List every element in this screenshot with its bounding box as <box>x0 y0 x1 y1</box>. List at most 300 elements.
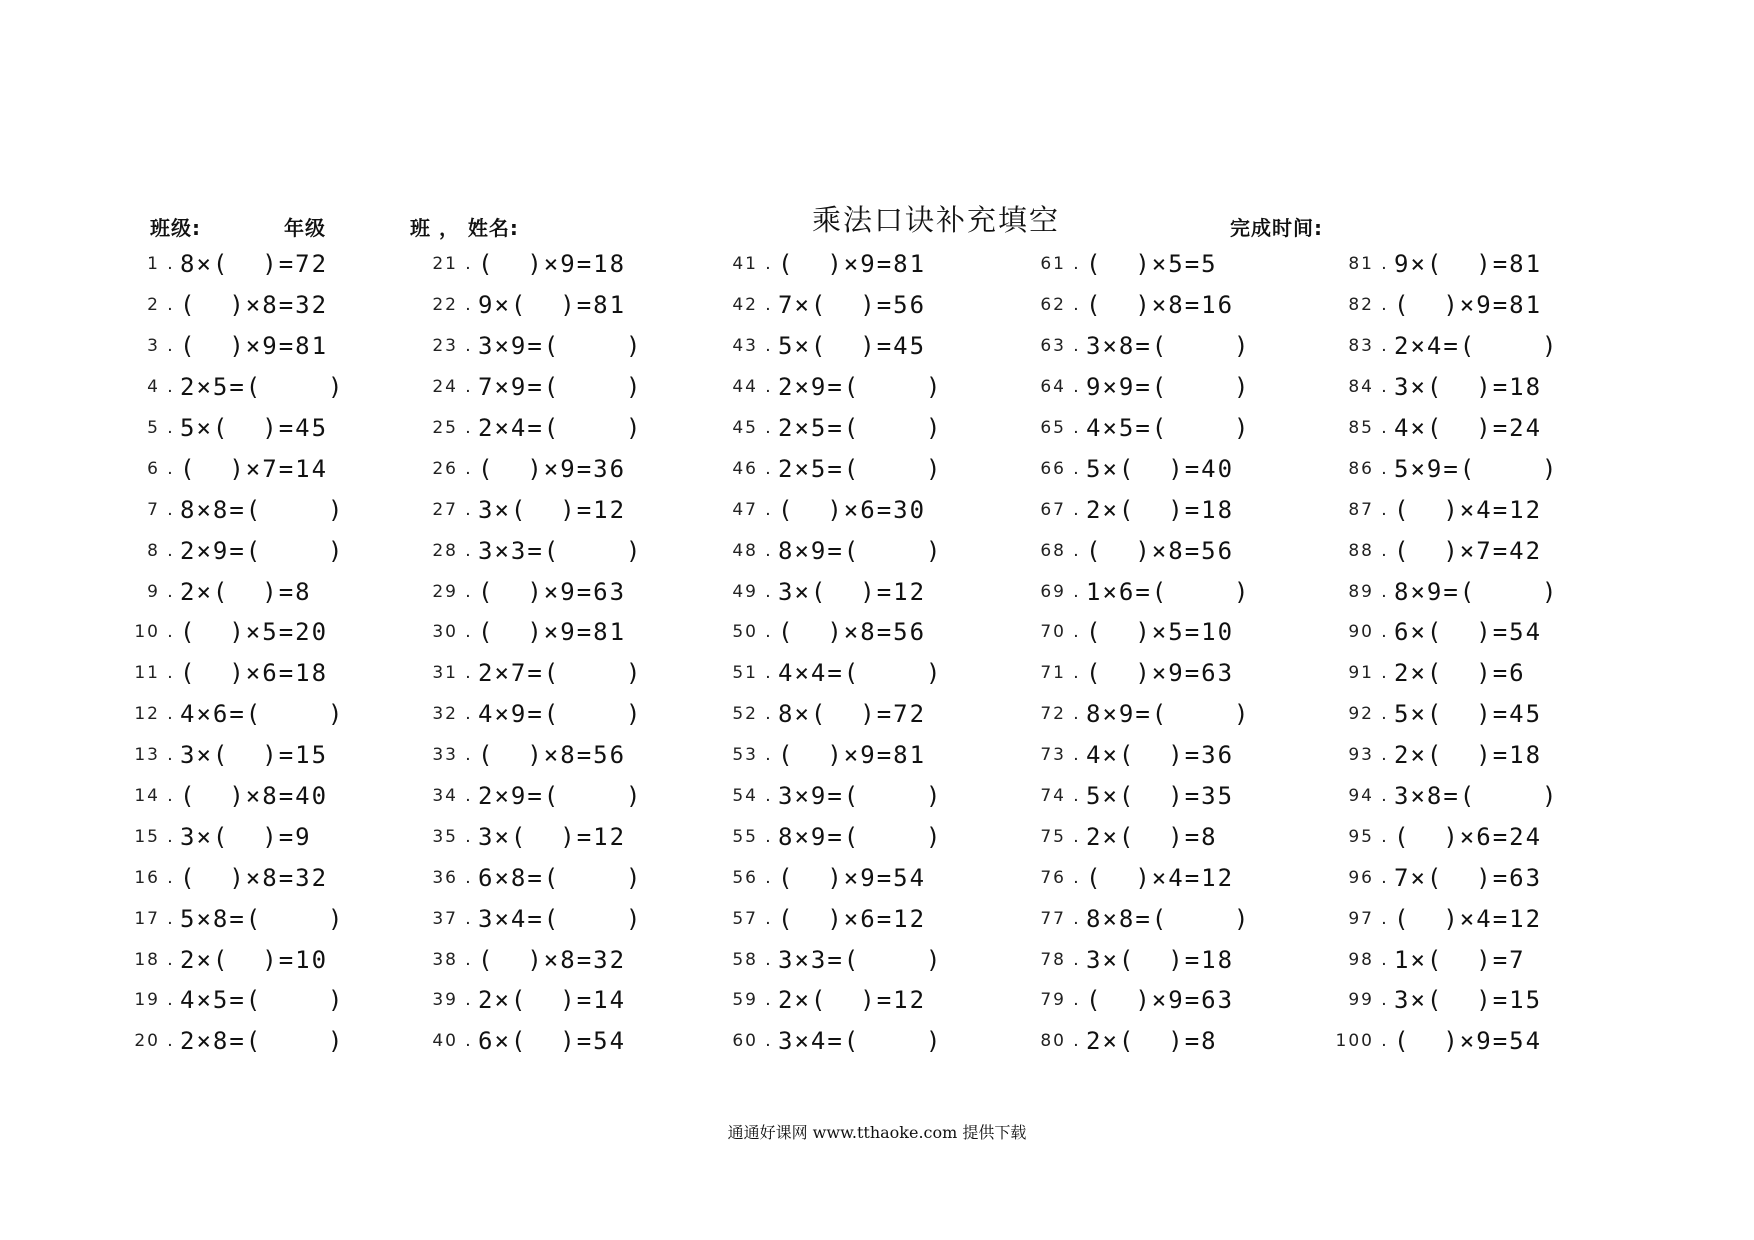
problem-row <box>1006 1021 1306 1062</box>
number-separator: . <box>765 377 771 398</box>
number-separator: . <box>765 336 771 357</box>
problem-expression: ( )×6=12 <box>778 904 927 933</box>
problem-row <box>398 653 698 694</box>
problem-row <box>398 612 698 653</box>
number-separator: . <box>765 949 771 970</box>
problem-row <box>1314 980 1614 1021</box>
problem-number: 26 <box>432 458 458 479</box>
problem-number: 52 <box>732 704 758 725</box>
problem-expression: ( )×9=63 <box>1086 986 1235 1015</box>
problem-row <box>100 489 400 530</box>
number-separator: . <box>167 826 173 847</box>
problem-row <box>1006 408 1306 449</box>
problem-row <box>398 1021 698 1062</box>
problem-number: 42 <box>732 295 758 316</box>
problem-row <box>100 1021 400 1062</box>
number-separator: . <box>465 295 471 316</box>
problem-expression: 5×( )=45 <box>180 414 329 442</box>
problem-expression: 3×( )=18 <box>1086 945 1235 974</box>
problem-number: 16 <box>134 867 160 888</box>
problem-expression: ( )×9=18 <box>478 250 627 279</box>
problem-row <box>1314 612 1614 653</box>
problem-expression: ( )×5=5 <box>1086 250 1218 279</box>
number-separator: . <box>465 786 471 807</box>
grade-label: 年级 <box>284 216 326 240</box>
number-separator: . <box>765 458 771 479</box>
number-separator: . <box>167 990 173 1011</box>
problem-row <box>398 285 698 326</box>
number-separator: . <box>1381 786 1387 807</box>
number-separator: . <box>765 908 771 929</box>
problem-number: 19 <box>134 990 160 1011</box>
number-separator: . <box>1381 663 1387 684</box>
problem-expression: 2×( )=8 <box>1086 822 1218 851</box>
problem-expression: 2×( )=14 <box>478 986 627 1015</box>
number-separator: . <box>765 867 771 888</box>
number-separator: . <box>167 949 173 970</box>
number-separator: . <box>465 254 471 275</box>
number-separator: . <box>1073 786 1079 807</box>
number-separator: . <box>1073 908 1079 929</box>
problem-expression: 4×5=( ) <box>180 986 345 1015</box>
problem-expression: 2×( )=6 <box>1394 659 1526 688</box>
problem-row <box>1314 489 1614 530</box>
problem-number: 76 <box>1040 867 1066 888</box>
problem-expression: ( )×9=63 <box>1086 659 1235 688</box>
problem-row <box>698 776 998 817</box>
number-separator: . <box>1073 377 1079 398</box>
number-separator: . <box>1073 663 1079 684</box>
problem-number: 45 <box>732 418 758 438</box>
problem-expression: 3×( )=15 <box>1394 986 1543 1015</box>
problem-number: 41 <box>732 254 758 275</box>
number-separator: . <box>1073 540 1079 561</box>
problem-number: 9 <box>147 581 160 602</box>
problem-number: 11 <box>134 663 160 684</box>
number-separator: . <box>1381 826 1387 847</box>
number-separator: . <box>765 540 771 561</box>
number-separator: . <box>465 418 471 438</box>
number-separator: . <box>167 867 173 888</box>
number-separator: . <box>1073 295 1079 316</box>
problem-number: 97 <box>1348 908 1374 929</box>
problem-expression: 3×4=( ) <box>778 1027 943 1056</box>
problem-expression: 3×3=( ) <box>778 945 943 974</box>
number-separator: . <box>1381 254 1387 275</box>
problem-number: 37 <box>432 908 458 929</box>
problem-number: 57 <box>732 908 758 929</box>
problem-expression: ( )×8=32 <box>180 863 329 892</box>
problem-number: 43 <box>732 336 758 357</box>
problem-number: 95 <box>1348 826 1374 847</box>
number-separator: . <box>465 377 471 398</box>
problem-row <box>1314 244 1614 285</box>
problem-expression: 7×( )=56 <box>778 291 927 320</box>
number-separator: . <box>765 704 771 725</box>
problem-row <box>698 1021 998 1062</box>
problem-number: 85 <box>1348 418 1374 438</box>
problem-number: 54 <box>732 786 758 807</box>
number-separator: . <box>167 254 173 275</box>
problem-row <box>100 285 400 326</box>
number-separator: . <box>1381 418 1387 438</box>
problem-row <box>698 694 998 735</box>
problem-expression: ( )×5=20 <box>180 618 329 647</box>
problem-expression: ( )×7=42 <box>1394 536 1543 565</box>
problem-number: 10 <box>134 622 160 643</box>
problem-expression: ( )×9=36 <box>478 454 627 483</box>
problem-row <box>698 816 998 857</box>
problem-number: 70 <box>1040 622 1066 643</box>
number-separator: . <box>1073 418 1079 438</box>
problem-number: 91 <box>1348 663 1374 684</box>
problem-row <box>1314 448 1614 489</box>
problem-expression: 5×8=( ) <box>180 904 345 933</box>
problem-number: 62 <box>1040 295 1066 316</box>
problem-row <box>100 367 400 408</box>
problem-number: 30 <box>432 622 458 643</box>
problem-number: 8 <box>147 540 160 561</box>
problem-row <box>100 244 400 285</box>
problem-column <box>698 244 998 1062</box>
problem-row <box>100 857 400 898</box>
problem-expression: 2×( )=18 <box>1086 495 1235 524</box>
problem-number: 18 <box>134 949 160 970</box>
problem-row <box>698 326 998 367</box>
problem-number: 27 <box>432 499 458 520</box>
number-separator: . <box>167 581 173 602</box>
problem-number: 34 <box>432 786 458 807</box>
number-separator: . <box>1381 499 1387 520</box>
problem-expression: ( )×4=12 <box>1394 904 1543 933</box>
number-separator: . <box>1381 1031 1387 1052</box>
number-separator: . <box>465 949 471 970</box>
problem-row <box>1006 244 1306 285</box>
problem-number: 56 <box>732 867 758 888</box>
problem-expression: 3×( )=12 <box>478 822 627 851</box>
problem-number: 92 <box>1348 704 1374 725</box>
problem-expression: 2×4=( ) <box>478 414 643 442</box>
problem-row <box>698 980 998 1021</box>
problem-number: 90 <box>1348 622 1374 643</box>
problem-row <box>100 939 400 980</box>
number-separator: . <box>1073 704 1079 725</box>
problem-row <box>398 408 698 449</box>
problem-number: 12 <box>134 704 160 725</box>
problem-number: 6 <box>147 458 160 479</box>
number-separator: . <box>1381 704 1387 725</box>
problem-expression: 8×( )=72 <box>180 250 329 279</box>
problem-number: 98 <box>1348 949 1374 970</box>
number-separator: . <box>167 786 173 807</box>
problem-row <box>1314 408 1614 449</box>
problem-number: 55 <box>732 826 758 847</box>
problem-expression: 6×( )=54 <box>1394 618 1543 647</box>
number-separator: . <box>1073 458 1079 479</box>
problem-row <box>1314 1021 1614 1062</box>
problem-expression: 4×9=( ) <box>478 700 643 729</box>
number-separator: . <box>765 295 771 316</box>
problem-column <box>1006 244 1306 1062</box>
problem-number: 67 <box>1040 499 1066 520</box>
problem-row <box>698 571 998 612</box>
number-separator: . <box>765 418 771 438</box>
number-separator: . <box>167 663 173 684</box>
problem-number: 32 <box>432 704 458 725</box>
problem-row <box>698 489 998 530</box>
problem-number: 82 <box>1348 295 1374 316</box>
problem-expression: ( )×5=10 <box>1086 618 1235 647</box>
problem-row <box>1314 367 1614 408</box>
number-separator: . <box>1381 990 1387 1011</box>
problem-row <box>398 735 698 776</box>
problem-number: 38 <box>432 949 458 970</box>
problem-row <box>100 735 400 776</box>
problem-row <box>100 408 400 449</box>
problem-expression: 2×9=( ) <box>478 782 643 811</box>
number-separator: . <box>1381 622 1387 643</box>
problem-row <box>1314 816 1614 857</box>
problem-expression: ( )×8=40 <box>180 782 329 811</box>
problem-expression: ( )×6=18 <box>180 659 329 688</box>
problem-expression: ( )×8=16 <box>1086 291 1235 320</box>
problem-row <box>398 939 698 980</box>
problem-row <box>398 694 698 735</box>
problem-row <box>698 408 998 449</box>
problem-row <box>1314 653 1614 694</box>
number-separator: . <box>765 663 771 684</box>
problem-expression: ( )×9=81 <box>1394 291 1543 320</box>
problem-number: 1 <box>147 254 160 275</box>
problem-expression: ( )×4=12 <box>1394 495 1543 524</box>
number-separator: . <box>765 499 771 520</box>
problem-expression: 9×( )=81 <box>1394 250 1543 279</box>
number-separator: . <box>167 458 173 479</box>
number-separator: . <box>1073 581 1079 602</box>
problem-row <box>1314 571 1614 612</box>
problem-expression: ( )×9=81 <box>478 618 627 647</box>
problem-expression: ( )×8=32 <box>180 291 329 320</box>
problem-expression: 7×9=( ) <box>478 373 643 402</box>
number-separator: . <box>765 990 771 1011</box>
problem-expression: 2×( )=8 <box>1086 1027 1218 1056</box>
number-separator: . <box>1381 336 1387 357</box>
problem-expression: 3×9=( ) <box>778 782 943 811</box>
problem-number: 84 <box>1348 377 1374 398</box>
problem-expression: 1×( )=7 <box>1394 945 1526 974</box>
number-separator: . <box>1381 458 1387 479</box>
problem-number: 58 <box>732 949 758 970</box>
problem-row <box>1006 776 1306 817</box>
problem-expression: 2×5=( ) <box>180 373 345 402</box>
problem-expression: 8×9=( ) <box>778 536 943 565</box>
number-separator: . <box>167 745 173 766</box>
problem-row <box>100 448 400 489</box>
problem-number: 65 <box>1040 418 1066 438</box>
problem-number: 33 <box>432 745 458 766</box>
problem-number: 3 <box>147 336 160 357</box>
problem-expression: ( )×8=56 <box>778 618 927 647</box>
number-separator: . <box>765 745 771 766</box>
problem-number: 94 <box>1348 786 1374 807</box>
problem-number: 69 <box>1040 581 1066 602</box>
problem-row <box>1006 898 1306 939</box>
problem-number: 72 <box>1040 704 1066 725</box>
number-separator: . <box>167 540 173 561</box>
problem-number: 24 <box>432 377 458 398</box>
problem-row <box>698 735 998 776</box>
problem-row <box>100 530 400 571</box>
problem-number: 2 <box>147 295 160 316</box>
problem-number: 61 <box>1040 254 1066 275</box>
problem-expression: ( )×9=81 <box>180 332 329 361</box>
problem-expression: ( )×8=32 <box>478 945 627 974</box>
problem-row <box>398 816 698 857</box>
number-separator: . <box>167 295 173 316</box>
problem-number: 17 <box>134 908 160 929</box>
problem-number: 49 <box>732 581 758 602</box>
problem-expression: ( )×6=30 <box>778 495 927 524</box>
number-separator: . <box>465 704 471 725</box>
problem-expression: 9×( )=81 <box>478 291 627 320</box>
problem-number: 14 <box>134 786 160 807</box>
number-separator: . <box>1073 254 1079 275</box>
problem-number: 86 <box>1348 458 1374 479</box>
problem-row <box>698 612 998 653</box>
problem-number: 78 <box>1040 949 1066 970</box>
number-separator: . <box>465 826 471 847</box>
problem-number: 48 <box>732 540 758 561</box>
number-separator: . <box>167 704 173 725</box>
problem-expression: 4×5=( ) <box>1086 414 1251 442</box>
problem-expression: ( )×9=63 <box>478 577 627 606</box>
number-separator: . <box>765 826 771 847</box>
number-separator: . <box>1073 826 1079 847</box>
problem-row <box>1006 530 1306 571</box>
problem-expression: ( )×7=14 <box>180 454 329 483</box>
number-separator: . <box>465 458 471 479</box>
problem-row <box>398 489 698 530</box>
number-separator: . <box>765 581 771 602</box>
problem-row <box>100 571 400 612</box>
completion-time-label: 完成时间: <box>1230 216 1323 240</box>
number-separator: . <box>1381 949 1387 970</box>
problem-row <box>100 694 400 735</box>
problem-number: 88 <box>1348 540 1374 561</box>
problem-number: 47 <box>732 499 758 520</box>
problem-row <box>1006 816 1306 857</box>
problem-expression: 3×9=( ) <box>478 332 643 361</box>
problem-expression: 4×6=( ) <box>180 700 345 729</box>
number-separator: . <box>465 663 471 684</box>
problem-number: 80 <box>1040 1031 1066 1052</box>
problem-number: 31 <box>432 663 458 684</box>
problem-expression: 5×9=( ) <box>1394 454 1559 483</box>
number-separator: . <box>1073 1031 1079 1052</box>
problem-number: 50 <box>732 622 758 643</box>
problem-expression: 9×9=( ) <box>1086 373 1251 402</box>
problem-row <box>1006 285 1306 326</box>
problem-expression: 8×8=( ) <box>180 495 345 524</box>
number-separator: . <box>167 622 173 643</box>
number-separator: . <box>465 499 471 520</box>
problem-row <box>1314 857 1614 898</box>
problem-number: 20 <box>134 1031 160 1052</box>
number-separator: . <box>1381 377 1387 398</box>
problem-row <box>398 857 698 898</box>
problem-expression: 8×9=( ) <box>1086 700 1251 729</box>
problem-expression: 2×( )=18 <box>1394 741 1543 770</box>
problem-number: 81 <box>1348 254 1374 275</box>
number-separator: . <box>1381 745 1387 766</box>
number-separator: . <box>465 745 471 766</box>
problem-row <box>100 980 400 1021</box>
problem-expression: ( )×4=12 <box>1086 863 1235 892</box>
problem-row <box>698 939 998 980</box>
problem-row <box>1314 939 1614 980</box>
problem-row <box>100 898 400 939</box>
problem-row <box>1314 326 1614 367</box>
problem-expression: 8×9=( ) <box>1394 577 1559 606</box>
problem-row <box>1006 735 1306 776</box>
problem-row <box>698 367 998 408</box>
problem-expression: 2×9=( ) <box>778 373 943 402</box>
number-separator: . <box>167 377 173 398</box>
problem-row <box>1006 571 1306 612</box>
problem-number: 60 <box>732 1031 758 1052</box>
problem-expression: 2×5=( ) <box>778 414 943 442</box>
problem-column <box>100 244 400 1062</box>
problem-expression: 3×3=( ) <box>478 536 643 565</box>
number-separator: . <box>1381 908 1387 929</box>
problem-row <box>698 857 998 898</box>
problem-expression: ( )×8=56 <box>1086 536 1235 565</box>
problem-expression: 3×4=( ) <box>478 904 643 933</box>
problem-expression: ( )×9=81 <box>778 250 927 279</box>
problem-number: 5 <box>147 418 160 438</box>
problem-row <box>398 448 698 489</box>
problem-row <box>698 285 998 326</box>
problem-row <box>1006 612 1306 653</box>
problem-expression: 3×8=( ) <box>1394 782 1559 811</box>
problem-expression: 8×( )=72 <box>778 700 927 729</box>
problem-expression: 1×6=( ) <box>1086 577 1251 606</box>
problem-row <box>100 816 400 857</box>
problem-expression: 2×9=( ) <box>180 536 345 565</box>
page-title: 乘法口诀补充填空 <box>812 203 1061 237</box>
problem-number: 71 <box>1040 663 1066 684</box>
problem-row <box>398 326 698 367</box>
class-label: 班级: <box>150 216 201 240</box>
number-separator: . <box>465 581 471 602</box>
problem-expression: 4×( )=24 <box>1394 414 1543 442</box>
number-separator: . <box>1381 867 1387 888</box>
number-separator: . <box>1073 336 1079 357</box>
problem-row <box>1006 448 1306 489</box>
problem-row <box>398 244 698 285</box>
problem-expression: 8×9=( ) <box>778 822 943 851</box>
problem-number: 40 <box>432 1031 458 1052</box>
problem-row <box>398 530 698 571</box>
problem-number: 36 <box>432 867 458 888</box>
number-separator: . <box>1073 949 1079 970</box>
problem-expression: 3×( )=15 <box>180 741 329 770</box>
problem-number: 25 <box>432 418 458 438</box>
problem-number: 96 <box>1348 867 1374 888</box>
number-separator: . <box>1381 581 1387 602</box>
number-separator: . <box>765 786 771 807</box>
problem-row <box>398 367 698 408</box>
